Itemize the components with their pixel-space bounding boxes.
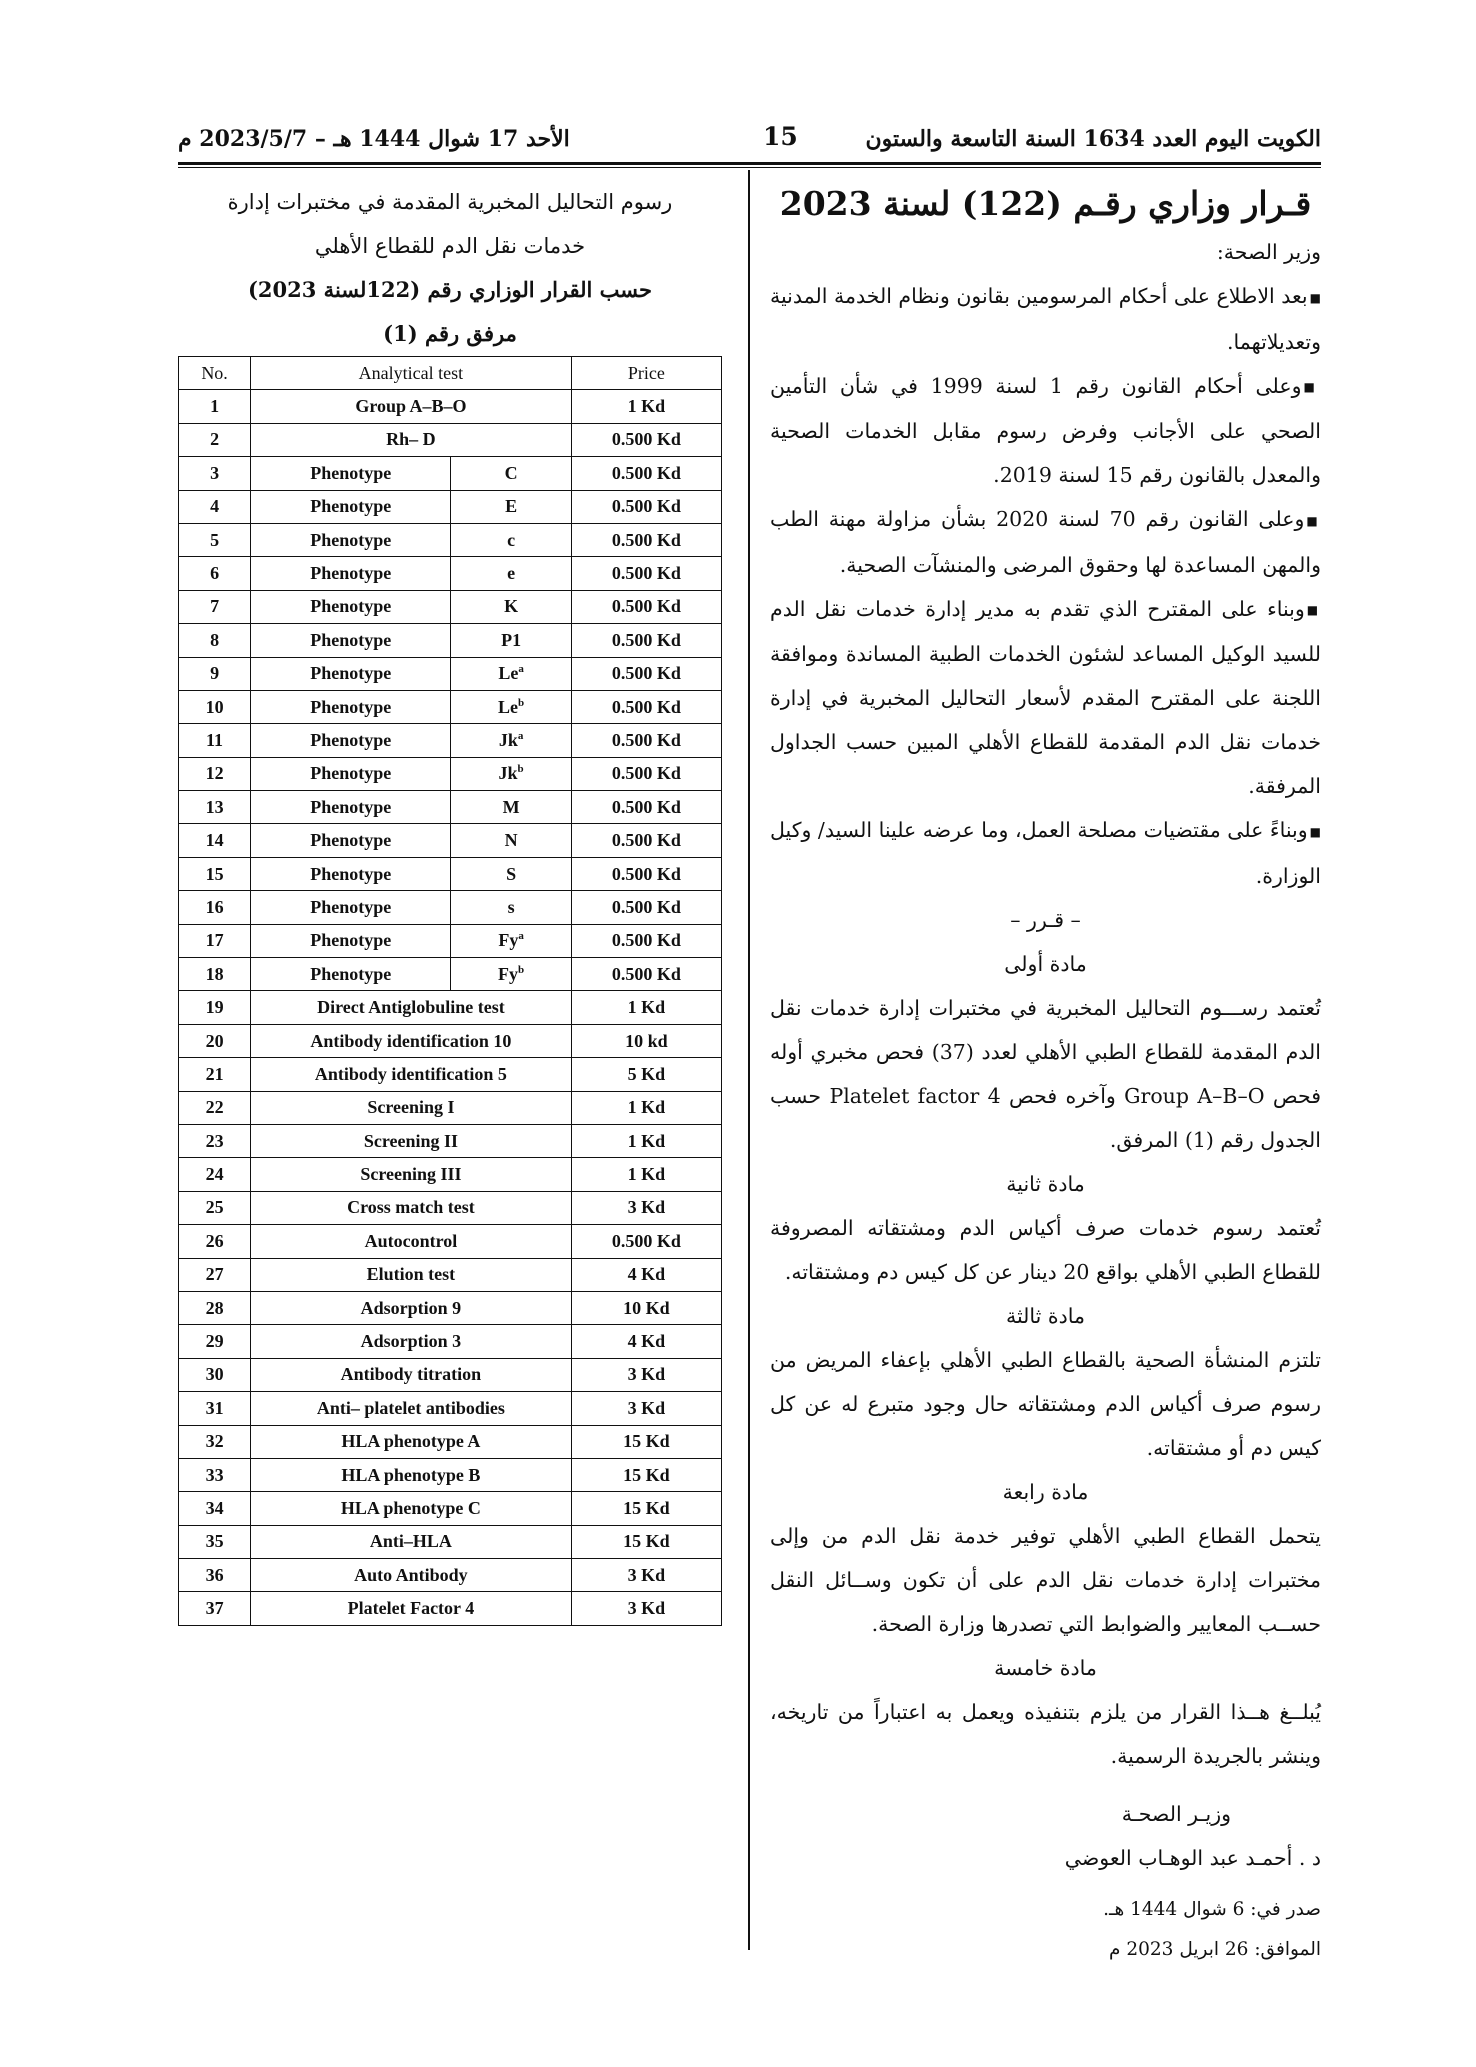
row-number: 15 [179,857,251,890]
table-heading-line2: خدمات نقل الدم للقطاع الأهلي [314,234,586,258]
article-text: تُعتمد رســـوم التحاليل المخبرية في مختبرات إدارة خدمات نقل الدم المقدمة للقطاع الطبي الأهلي لعدد (37) فحص مخبري أوله فحص Group A–B–O وآخره فحص Platelet factor 4 حسب الجدول رقم (1) المرفق. [770,995,1321,1152]
article-heading: مادة خامسة [994,1655,1097,1680]
row-price: 0.500 Kd [571,891,721,924]
antigen-name: K [504,596,519,617]
table-row [179,557,722,590]
table-row [179,1392,722,1425]
newspaper-issue: الكويت اليوم العدد 1634 السنة التاسعة والستون [865,126,1321,152]
row-test: Anti–HLA [251,1525,572,1558]
antigen-superscript: a [518,663,524,676]
row-number: 27 [179,1258,251,1291]
row-test: Phenotype [251,791,451,824]
row-number: 35 [179,1525,251,1558]
row-price: 3 Kd [571,1191,721,1224]
table-row [179,724,722,757]
fees-table-body [179,390,722,1625]
row-price: 0.500 Kd [571,423,721,456]
table-row [179,958,722,991]
antigen-superscript: a [517,729,524,742]
table-row [179,690,722,723]
row-number: 37 [179,1592,251,1625]
antigen-name: s [507,896,515,917]
row-number: 21 [179,1058,251,1091]
row-test: Anti– platelet antibodies [251,1392,572,1425]
row-antigen [451,557,571,590]
preamble-clause: ■ وعلى أحكام القانون رقم 1 لسنة 1999 في شأن التأمين الصحي على الأجانب وفرض رسوم مقابل الخدمات الصحية والمعدل بالقانون رقم 15 لسنة 2019. [770,364,1321,498]
page-number: 15 [763,122,798,151]
row-test: Platelet Factor 4 [251,1592,572,1625]
decree-articles [770,942,1321,1778]
preamble-clause: ■ وبناء على المقترح الذي تقدم به مدير إدارة خدمات نقل الدم للسيد الوكيل المساعد لشئون الخدمات الطبية المساندة وموافقة اللجنة على المقترح المقدم لأسعار التحاليل المخبرية في إدارة خدمات نقل الدم المقدمة للقطاع الأهلي المبين حسب الجداول المرفقة. [770,587,1321,809]
table-row [179,1225,722,1258]
row-antigen [451,523,571,556]
row-number: 12 [179,757,251,790]
signature-name: د . أحمـد عبد الوهـاب العوضي [1064,1845,1321,1870]
row-number: 9 [179,657,251,690]
row-price: 0.500 Kd [571,457,721,490]
column-divider [748,170,750,1950]
row-test: Group A–B–O [251,390,572,423]
row-price: 1 Kd [571,1091,721,1124]
antigen-name: Fy [498,963,519,984]
table-row [179,1124,722,1157]
antigen-name: E [505,496,518,517]
issue-dates [770,1890,1321,1970]
corresponding-date: الموافق: 26 ابريل 2023 م [1109,1938,1321,1960]
table-row [179,423,722,456]
row-antigen [451,857,571,890]
row-test: Phenotype [251,590,451,623]
row-test: Adsorption 9 [251,1291,572,1324]
row-number: 16 [179,891,251,924]
antigen-superscript: b [518,963,525,976]
row-price: 10 Kd [571,1291,721,1324]
table-row [179,857,722,890]
row-number: 23 [179,1124,251,1157]
row-number: 7 [179,590,251,623]
antigen-name: Jk [498,763,518,784]
decided-heading: – قـرر – [1010,907,1081,932]
row-price: 10 kd [571,1024,721,1057]
table-row [179,490,722,523]
row-test: Antibody titration [251,1358,572,1391]
header-rule [178,162,1321,165]
table-heading [178,180,722,356]
row-test: Screening I [251,1091,572,1124]
table-row [179,1291,722,1324]
row-price: 15 Kd [571,1492,721,1525]
row-price: 3 Kd [571,1592,721,1625]
row-antigen [451,590,571,623]
preamble-clause: ■ وبناءً على مقتضيات مصلحة العمل، وما عرضه علينا السيد/ وكيل الوزارة. [770,808,1321,898]
row-number: 4 [179,490,251,523]
article-text: تُعتمد رسوم خدمات صرف أكياس الدم ومشتقاته المصروفة للقطاع الطبي الأهلي بواقع 20 دينار عن كل كيس دم ومشتقاته. [770,1215,1321,1284]
row-number: 5 [179,523,251,556]
column-header-price: Price [571,357,721,390]
article-text: يتحمل القطاع الطبي الأهلي توفير خدمة نقل الدم من وإلى مختبرات إدارة خدمات نقل الدم على أن تكون وســائل النقل حســب المعايير والضوابط التي تصدرها وزارة الصحة. [770,1523,1321,1636]
table-row [179,824,722,857]
article-heading: مادة أولى [1004,951,1087,976]
row-number: 33 [179,1458,251,1491]
row-number: 1 [179,390,251,423]
table-row [179,757,722,790]
article-heading: مادة رابعة [1002,1479,1089,1504]
row-antigen [451,958,571,991]
row-test: Rh– D [251,423,572,456]
row-test: Phenotype [251,624,451,657]
article-heading: مادة ثانية [1006,1171,1085,1196]
row-antigen [451,757,571,790]
decree-column [770,180,1321,1970]
signature-block [770,1792,1321,1880]
row-test: Antibody identification 5 [251,1058,572,1091]
row-number: 11 [179,724,251,757]
row-number: 6 [179,557,251,590]
row-number: 17 [179,924,251,957]
table-row [179,1058,722,1091]
table-row [179,791,722,824]
issued-date: صدر في: 6 شوال 1444 هـ. [1103,1898,1321,1920]
row-test: Phenotype [251,757,451,790]
row-number: 13 [179,791,251,824]
table-row [179,1158,722,1191]
table-heading-line1: رسوم التحاليل المخبرية المقدمة في مختبرات إدارة [227,190,673,214]
table-header-row [179,357,722,390]
row-antigen [451,690,571,723]
antigen-superscript: b [518,696,525,709]
table-row [179,1191,722,1224]
row-antigen [451,924,571,957]
row-test: Screening III [251,1158,572,1191]
row-number: 25 [179,1191,251,1224]
row-price: 1 Kd [571,390,721,423]
page-header [178,118,1321,158]
preamble-clause: ■ بعد الاطلاع على أحكام المرسومين بقانون ونظام الخدمة المدنية وتعديلاتهما. [770,274,1321,364]
antigen-superscript: a [518,930,524,943]
row-antigen [451,791,571,824]
row-test: Phenotype [251,924,451,957]
row-price: 0.500 Kd [571,590,721,623]
row-test: Phenotype [251,557,451,590]
attachment-label: مرفق رقم (1) [383,321,517,346]
row-price: 0.500 Kd [571,557,721,590]
row-antigen [451,891,571,924]
fees-table [178,356,722,1626]
antigen-name: Le [498,663,519,684]
row-antigen [451,624,571,657]
row-number: 36 [179,1559,251,1592]
row-test: HLA phenotype C [251,1492,572,1525]
row-price: 4 Kd [571,1325,721,1358]
row-test: Phenotype [251,657,451,690]
row-price: 0.500 Kd [571,958,721,991]
row-test: Phenotype [251,857,451,890]
row-price: 15 Kd [571,1458,721,1491]
decree-issuer: وزير الصحة: [1216,240,1321,264]
row-number: 19 [179,991,251,1024]
antigen-name: S [506,863,517,884]
row-number: 14 [179,824,251,857]
row-price: 4 Kd [571,1258,721,1291]
row-test: Phenotype [251,724,451,757]
article-heading: مادة ثالثة [1006,1303,1085,1328]
row-antigen [451,657,571,690]
row-test: Auto Antibody [251,1559,572,1592]
row-test: Phenotype [251,824,451,857]
row-test: Adsorption 3 [251,1325,572,1358]
row-price: 3 Kd [571,1559,721,1592]
table-row [179,1024,722,1057]
table-row [179,523,722,556]
row-test: Phenotype [251,958,451,991]
row-price: 0.500 Kd [571,690,721,723]
table-row [179,1258,722,1291]
antigen-name: N [504,830,518,851]
row-antigen [451,724,571,757]
table-row [179,657,722,690]
row-number: 8 [179,624,251,657]
table-row [179,991,722,1024]
signature-title: وزيـر الصحـة [1121,1801,1231,1826]
row-number: 30 [179,1358,251,1391]
row-number: 34 [179,1492,251,1525]
antigen-name: Fy [498,930,519,951]
row-number: 10 [179,690,251,723]
row-price: 3 Kd [571,1392,721,1425]
row-price: 0.500 Kd [571,791,721,824]
table-row [179,924,722,957]
row-test: HLA phenotype B [251,1458,572,1491]
preamble-clause: ■ وعلى القانون رقم 70 لسنة 2020 بشأن مزاولة مهنة الطب والمهن المساعدة لها وحقوق المرضى والمنشآت الصحية. [770,497,1321,587]
antigen-name: C [504,462,518,483]
antigen-name: e [507,563,516,584]
row-price: 0.500 Kd [571,624,721,657]
row-price: 0.500 Kd [571,657,721,690]
row-test: Autocontrol [251,1225,572,1258]
row-price: 0.500 Kd [571,523,721,556]
row-price: 0.500 Kd [571,857,721,890]
row-number: 20 [179,1024,251,1057]
table-row [179,1425,722,1458]
table-heading-line3: حسب القرار الوزاري رقم (122لسنة 2023) [247,277,652,302]
header-rule-thin [178,167,1321,168]
row-price: 0.500 Kd [571,490,721,523]
table-row [179,1358,722,1391]
table-row [179,1458,722,1491]
row-number: 3 [179,457,251,490]
table-row [179,1592,722,1625]
table-row [179,590,722,623]
decree-title: قـرار وزاري رقـم (122) لسنة 2023 [779,184,1312,223]
row-price: 0.500 Kd [571,757,721,790]
table-row [179,1091,722,1124]
row-number: 26 [179,1225,251,1258]
row-price: 0.500 Kd [571,724,721,757]
antigen-name: P1 [501,629,522,650]
table-row [179,1492,722,1525]
row-antigen [451,457,571,490]
row-test: Screening II [251,1124,572,1157]
article-text: تلتزم المنشأة الصحية بالقطاع الطبي الأهلي بإعفاء المريض من رسوم صرف أكياس الدم ومشتقاته حال وجود متبرع له عن كل كيس دم أو مشتقاته. [770,1347,1321,1460]
row-price: 1 Kd [571,1124,721,1157]
column-header-test: Analytical test [251,357,572,390]
row-price: 15 Kd [571,1425,721,1458]
row-antigen [451,824,571,857]
antigen-superscript: b [517,763,524,776]
column-header-no: No. [179,357,251,390]
row-number: 22 [179,1091,251,1124]
row-test: Phenotype [251,523,451,556]
table-row [179,624,722,657]
table-row [179,891,722,924]
table-row [179,1325,722,1358]
row-price: 5 Kd [571,1058,721,1091]
row-test: Antibody identification 10 [251,1024,572,1057]
row-test: HLA phenotype A [251,1425,572,1458]
row-number: 32 [179,1425,251,1458]
article-text: يُبلــغ هــذا القرار من يلزم بتنفيذه ويعمل به اعتباراً من تاريخه، وينشر بالجريدة الرسمية. [770,1699,1321,1768]
row-test: Phenotype [251,690,451,723]
row-price: 15 Kd [571,1525,721,1558]
row-antigen [451,490,571,523]
row-price: 0.500 Kd [571,824,721,857]
antigen-name: M [502,796,520,817]
row-number: 31 [179,1392,251,1425]
fees-column [178,180,722,1626]
row-price: 1 Kd [571,1158,721,1191]
table-row [179,1525,722,1558]
row-test: Phenotype [251,490,451,523]
row-price: 1 Kd [571,991,721,1024]
row-price: 0.500 Kd [571,1225,721,1258]
row-test: Phenotype [251,457,451,490]
table-row [179,390,722,423]
row-number: 28 [179,1291,251,1324]
issue-date: الأحد 17 شوال 1444 هـ – 2023/5/7 م [178,126,570,152]
row-price: 3 Kd [571,1358,721,1391]
row-test: Cross match test [251,1191,572,1224]
antigen-name: Jk [498,729,518,750]
antigen-name: c [507,529,516,550]
row-number: 2 [179,423,251,456]
row-test: Direct Antiglobuline test [251,991,572,1024]
antigen-name: Le [498,696,519,717]
decree-preamble [770,274,1321,898]
table-row [179,457,722,490]
row-test: Phenotype [251,891,451,924]
row-test: Elution test [251,1258,572,1291]
row-number: 18 [179,958,251,991]
row-price: 0.500 Kd [571,924,721,957]
table-row [179,1559,722,1592]
row-number: 24 [179,1158,251,1191]
row-number: 29 [179,1325,251,1358]
